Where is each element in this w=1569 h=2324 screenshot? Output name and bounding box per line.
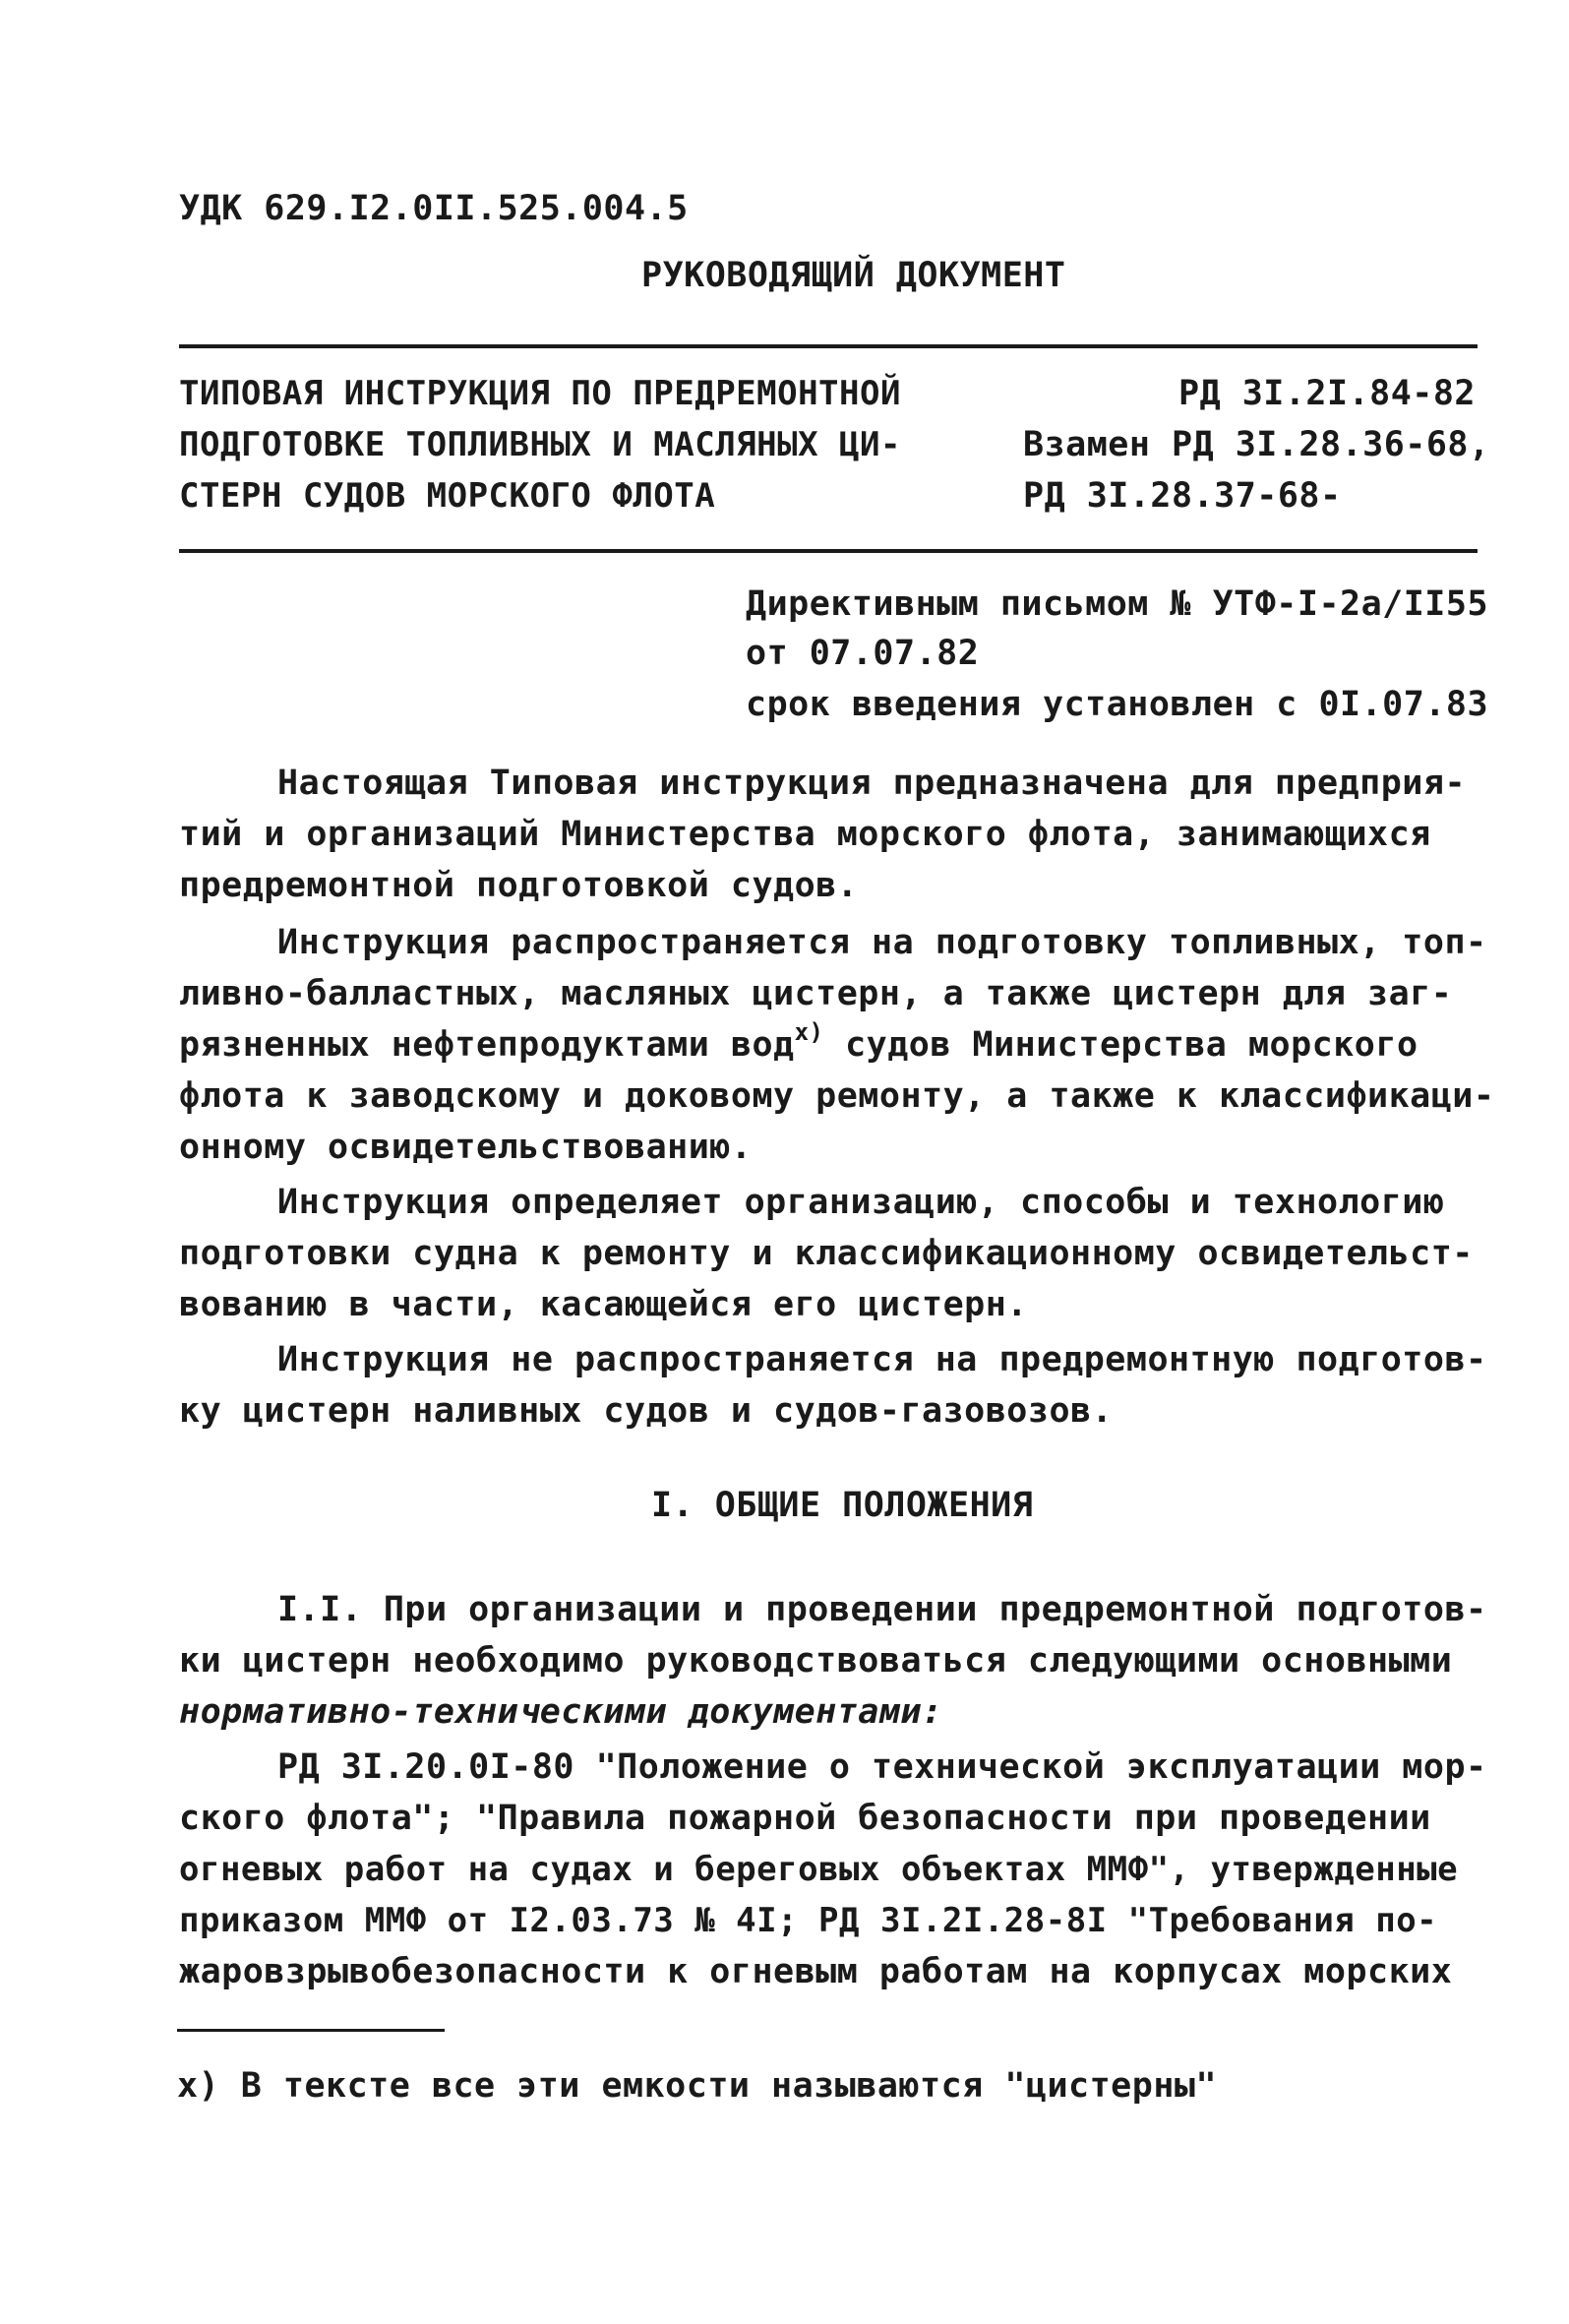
footnote-text: В тексте все эти емкости называются "цистерны" xyxy=(240,2066,1218,2106)
intro-line-3: предремонтной подготовкой судов. xyxy=(179,866,859,905)
bottom-rule xyxy=(179,549,1478,553)
section-1-line-6: огневых работ на судах и береговых объектах ММФ", утвержденные xyxy=(179,1850,1459,1889)
top-rule xyxy=(179,344,1478,348)
intro-line-13: ку цистерн наливных судов и судов-газовозов. xyxy=(179,1391,1114,1431)
intro-line-6-text: рязненных нефтепродуктами вод xyxy=(179,1025,795,1065)
intro-line-11: вованию в части, касающейся его цистерн. xyxy=(179,1285,1028,1324)
replaces-line-1: Взамен РД 3I.28.36-68, xyxy=(1023,425,1490,464)
intro-line-6-rest: судов Министерства морского xyxy=(845,1025,1418,1065)
section-1-line-7: приказом ММФ от I2.03.73 № 4I; РД 3I.2I.28-8I "Требования по- xyxy=(179,1901,1438,1940)
intro-line-9: Инструкция определяет организацию, способы и технологию xyxy=(277,1183,1445,1222)
directive-line-3: срок введения установлен с 0I.07.83 xyxy=(746,685,1489,724)
footnote-marker: х) xyxy=(177,2066,220,2106)
section-1-line-1: I.I. При организации и проведении предремонтной подготов- xyxy=(277,1590,1487,1629)
section-1-line-4: РД 3I.20.0I-80 "Положение о технической эксплуатации мор- xyxy=(277,1747,1487,1787)
intro-line-2: тий и организаций Министерства морского флота, занимающихся xyxy=(179,815,1431,854)
section-1-line-5: ского флота"; "Правила пожарной безопасности при проведении xyxy=(179,1799,1431,1838)
intro-line-4: Инструкция распространяется на подготовку топливных, топ- xyxy=(277,923,1487,962)
footnote-ref: х) xyxy=(794,1018,824,1046)
intro-line-12: Инструкция не распространяется на предремонтную подготов- xyxy=(277,1340,1487,1379)
intro-line-5: ливно-балластных, масляных цистерн, а также цистерн для заг- xyxy=(179,974,1453,1013)
title-line-2: ПОДГОТОВКЕ ТОПЛИВНЫХ И МАСЛЯНЫХ ЦИ- xyxy=(179,425,901,464)
footnote xyxy=(177,2064,1217,2108)
intro-line-1: Настоящая Типовая инструкция предназначена для предприя- xyxy=(277,764,1467,803)
section-1-line-3: нормативно-техническими документами: xyxy=(179,1692,943,1732)
intro-line-10: подготовки судна к ремонту и классификационному освидетельст- xyxy=(179,1234,1474,1273)
document-type: РУКОВОДЯЩИЙ ДОКУМЕНТ xyxy=(641,256,1066,295)
section-1-line-8: жаровзрывобезопасности к огневым работам на корпусах морских xyxy=(179,1952,1453,1991)
section-1-heading: I. ОБЩИЕ ПОЛОЖЕНИЯ xyxy=(651,1486,1034,1525)
directive-line-2: от 07.07.82 xyxy=(746,634,980,673)
intro-line-8: онному освидетельствованию. xyxy=(179,1128,753,1167)
udk-code: УДК 629.I2.0II.525.004.5 xyxy=(179,189,689,228)
title-line-3: СТЕРН СУДОВ МОРСКОГО ФЛОТА xyxy=(179,476,716,516)
intro-line-6 xyxy=(179,1018,1418,1070)
title-line-1: ТИПОВАЯ ИНСТРУКЦИЯ ПО ПРЕДРЕМОНТНОЙ xyxy=(179,374,901,413)
replaces-line-2: РД 3I.28.37-68- xyxy=(1023,476,1342,516)
footnote-rule xyxy=(177,2029,445,2032)
directive-line-1: Директивным письмом № УТФ-I-2а/II55 xyxy=(746,584,1489,624)
doc-code: РД 3I.2I.84-82 xyxy=(1178,374,1477,413)
section-1-line-2: ки цистерн необходимо руководствоваться следующими основными xyxy=(179,1641,1453,1681)
intro-line-7: флота к заводскому и доковому ремонту, а также к классификаци- xyxy=(179,1076,1495,1116)
